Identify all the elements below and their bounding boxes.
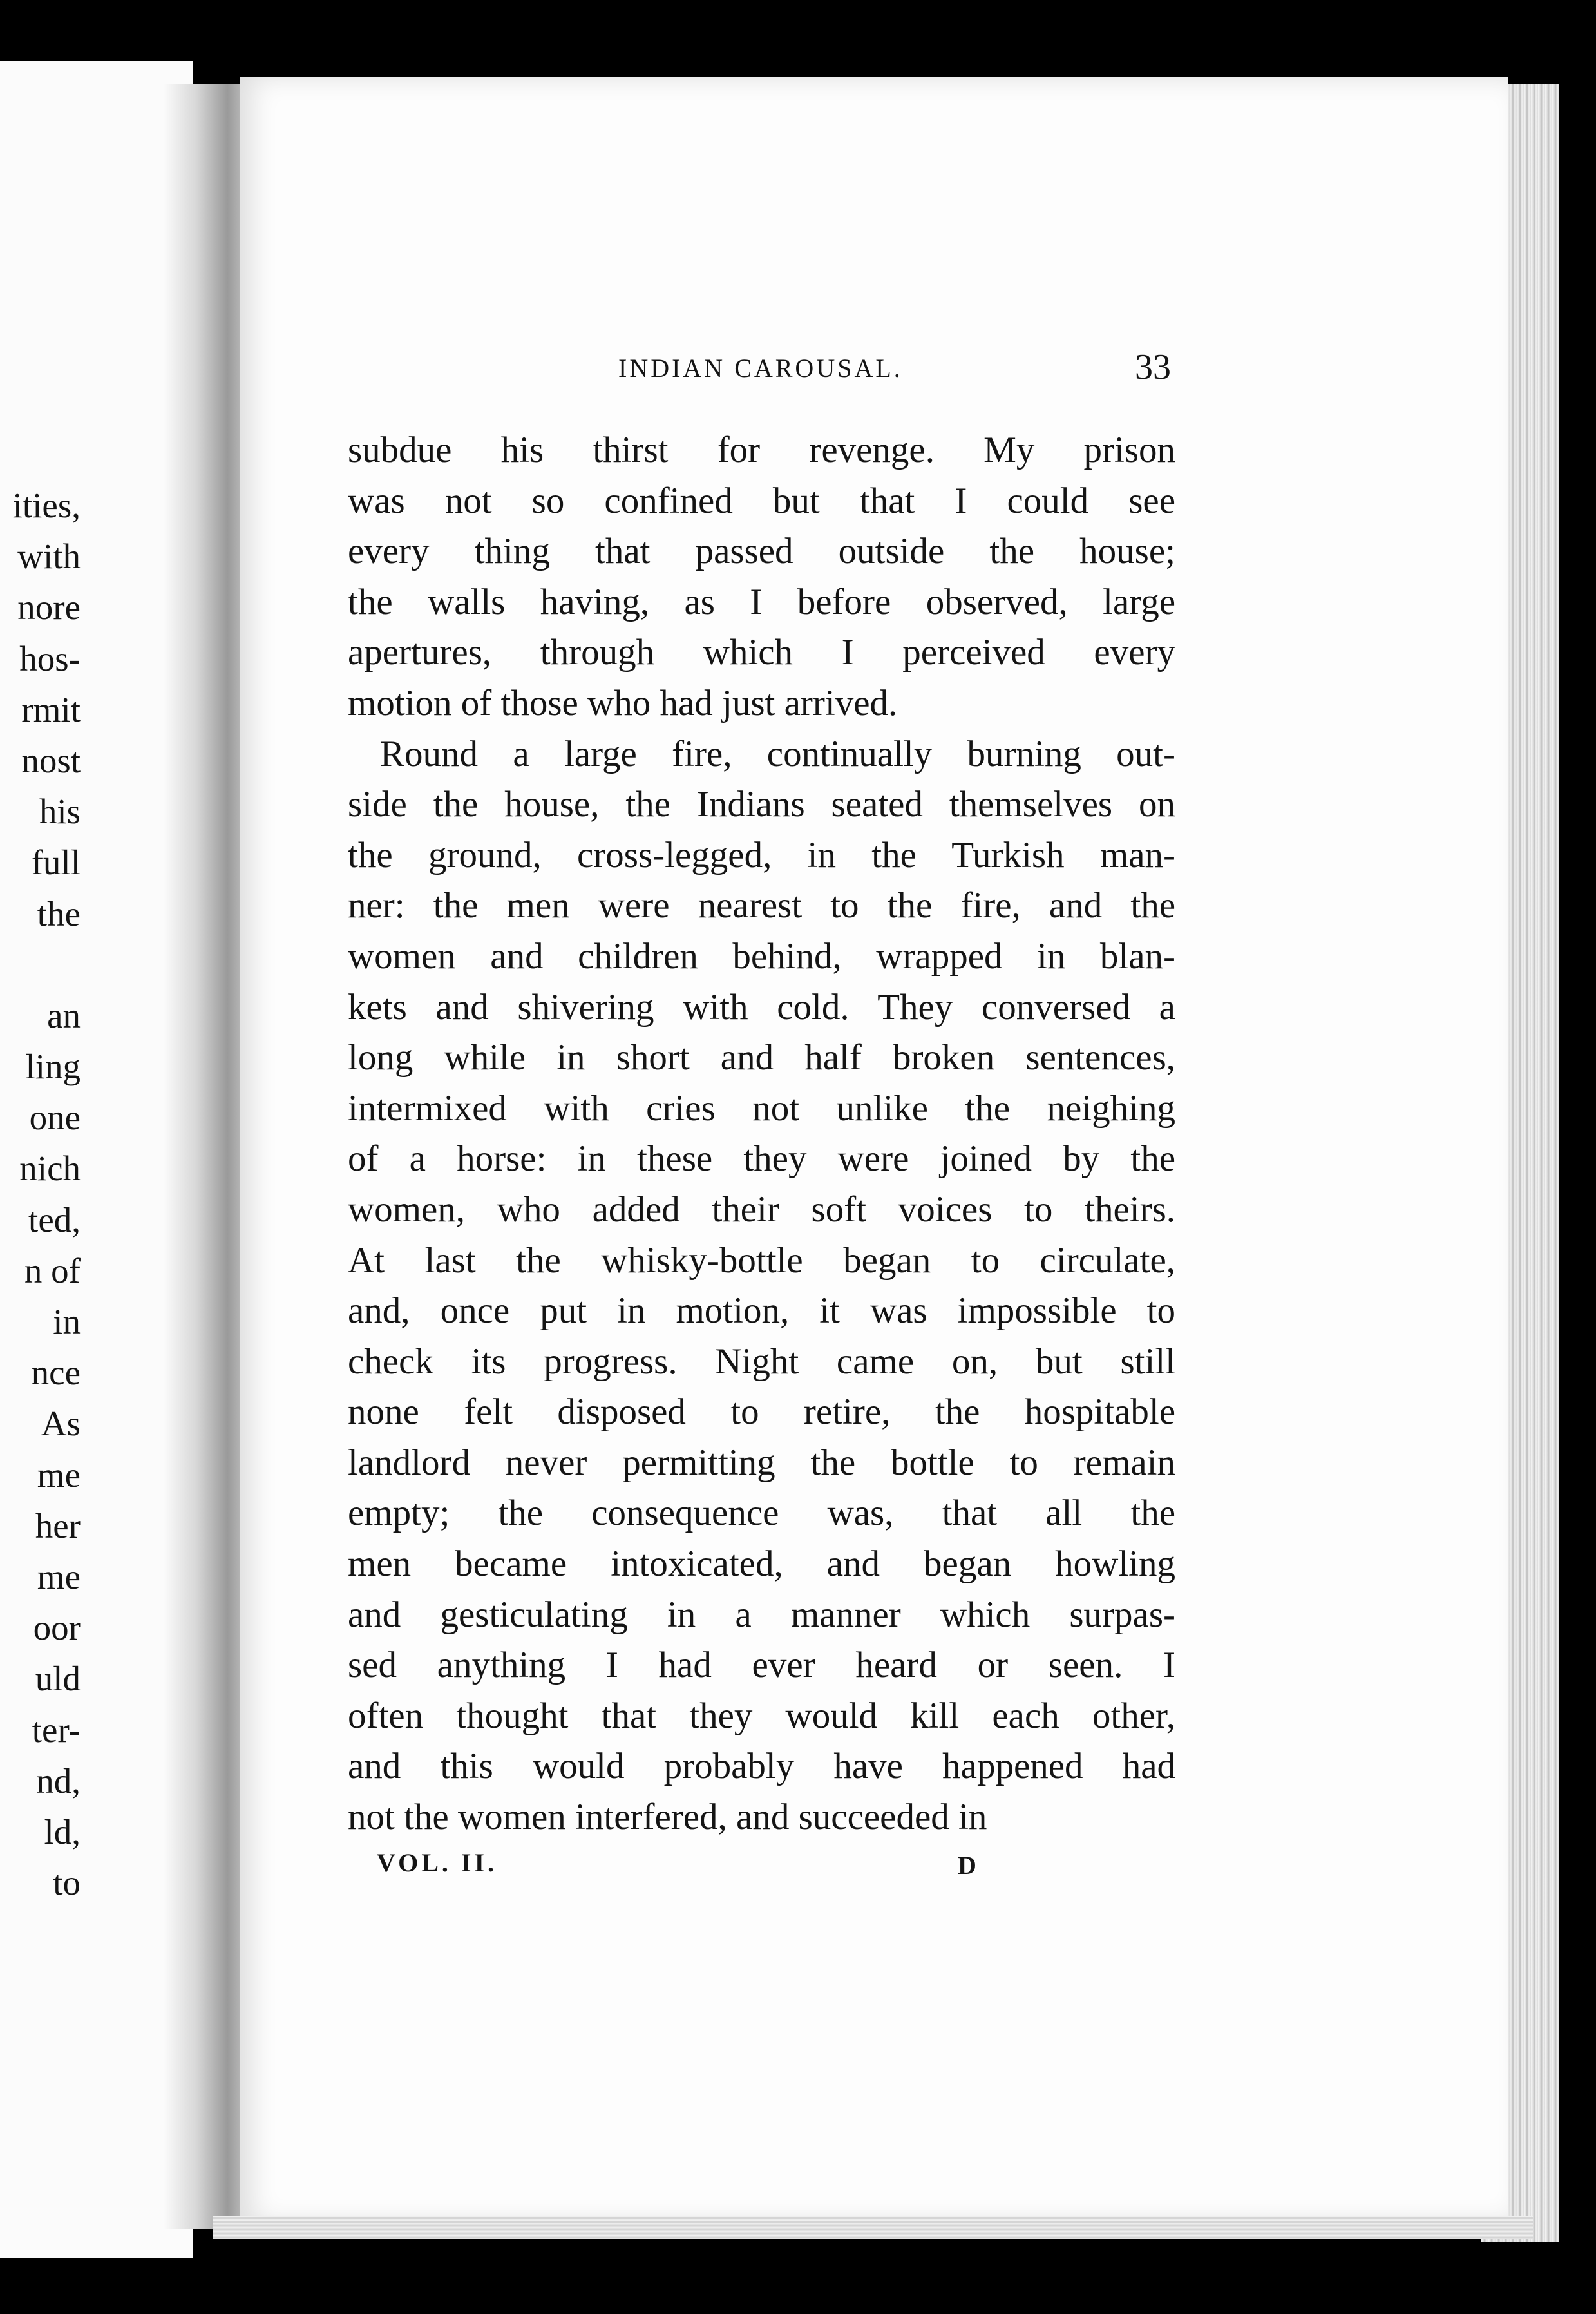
left-page-text-fragments bbox=[0, 480, 81, 1908]
text-line: and gesticulating in a manner which surpas- bbox=[348, 1594, 1175, 1635]
running-header: INDIAN CAROUSAL. bbox=[618, 354, 903, 383]
left-page-line-fragment: nce bbox=[31, 1353, 81, 1393]
left-page-line-fragment: the bbox=[37, 894, 81, 933]
text-line: intermixed with cries not unlike the neighing bbox=[348, 1087, 1175, 1129]
left-page-line-fragment: nore bbox=[17, 588, 81, 627]
left-page-line-fragment: an bbox=[47, 995, 81, 1035]
text-line: not the women interfered, and succeeded in bbox=[348, 1797, 987, 1838]
text-line: side the house, the Indians seated themselves on bbox=[348, 784, 1175, 825]
left-page-line-fragment: one bbox=[29, 1098, 81, 1138]
text-line: landlord never permitting the bottle to remain bbox=[348, 1442, 1175, 1483]
text-line: the ground, cross-legged, in the Turkish man- bbox=[348, 834, 1175, 875]
text-line: of a horse: in these they were joined by the bbox=[348, 1138, 1175, 1180]
left-page-line-fragment: me bbox=[37, 1455, 81, 1495]
text-line: ner: the men were nearest to the fire, and the bbox=[348, 885, 1175, 926]
left-page-line-fragment: oor bbox=[33, 1608, 81, 1648]
left-page-line-fragment: As bbox=[41, 1404, 81, 1444]
text-line: every thing that passed outside the house; bbox=[348, 531, 1175, 572]
text-line: check its progress. Night came on, but still bbox=[348, 1341, 1175, 1382]
left-page-line-fragment: ter- bbox=[32, 1710, 81, 1750]
left-page-line-fragment: ted, bbox=[28, 1200, 81, 1239]
signature-letter: D bbox=[958, 1851, 976, 1880]
left-page-line-fragment: ities, bbox=[12, 486, 81, 525]
page-number: 33 bbox=[1135, 347, 1171, 387]
text-line: and, once put in motion, it was impossible to bbox=[348, 1290, 1175, 1332]
left-page-line-fragment: ling bbox=[25, 1047, 81, 1087]
left-page-line-fragment: n of bbox=[24, 1250, 81, 1290]
text-line: empty; the consequence was, that all the bbox=[348, 1493, 1175, 1534]
left-page-line-fragment: hos- bbox=[19, 638, 81, 678]
text-line: apertures, through which I perceived every bbox=[348, 632, 1175, 673]
left-page-line-fragment: nd, bbox=[36, 1761, 81, 1801]
left-page-line-fragment: uld bbox=[35, 1659, 81, 1699]
text-line: was not so confined but that I could see bbox=[348, 480, 1175, 521]
text-line: At last the whisky-bottle began to circulate, bbox=[348, 1239, 1175, 1281]
text-line: Round a large fire, continually burning out- bbox=[380, 733, 1175, 774]
text-line: motion of those who had just arrived. bbox=[348, 682, 898, 723]
text-line: women and children behind, wrapped in blan- bbox=[348, 935, 1175, 977]
left-page-line-fragment: full bbox=[31, 843, 81, 883]
left-page-line-fragment: nich bbox=[19, 1149, 81, 1189]
text-line: none felt disposed to retire, the hospitable bbox=[348, 1391, 1175, 1433]
text-line: and this would probably have happened had bbox=[348, 1746, 1175, 1787]
left-page-line-fragment: me bbox=[37, 1556, 81, 1596]
text-line: subdue his thirst for revenge. My prison bbox=[348, 430, 1175, 470]
text-line: sed anything I had ever heard or seen. I bbox=[348, 1645, 1175, 1686]
text-line: kets and shivering with cold. They conversed a bbox=[348, 986, 1175, 1028]
left-page-line-fragment: in bbox=[53, 1302, 81, 1341]
left-page-line-fragment: her bbox=[35, 1506, 81, 1545]
text-line: often thought that they would kill each other, bbox=[348, 1695, 1175, 1736]
left-page-line-fragment: nost bbox=[21, 740, 81, 780]
left-page-line-fragment: ld, bbox=[44, 1812, 81, 1851]
body-text bbox=[348, 425, 1175, 1843]
left-page-line-fragment bbox=[0, 939, 81, 990]
left-page-line-fragment: his bbox=[39, 792, 81, 832]
text-line: men became intoxicated, and began howling bbox=[348, 1544, 1175, 1585]
text-line: the walls having, as I before observed, large bbox=[348, 581, 1175, 622]
volume-signature-mark: VOL. II. bbox=[377, 1848, 498, 1877]
page-bottom-edge bbox=[213, 2216, 1533, 2239]
left-page-line-fragment: with bbox=[17, 537, 81, 577]
left-page-line-fragment: to bbox=[53, 1863, 81, 1903]
text-line: women, who added their soft voices to theirs. bbox=[348, 1189, 1175, 1230]
left-page-line-fragment: rmit bbox=[21, 689, 81, 729]
text-line: long while in short and half broken sentences, bbox=[348, 1037, 1175, 1078]
